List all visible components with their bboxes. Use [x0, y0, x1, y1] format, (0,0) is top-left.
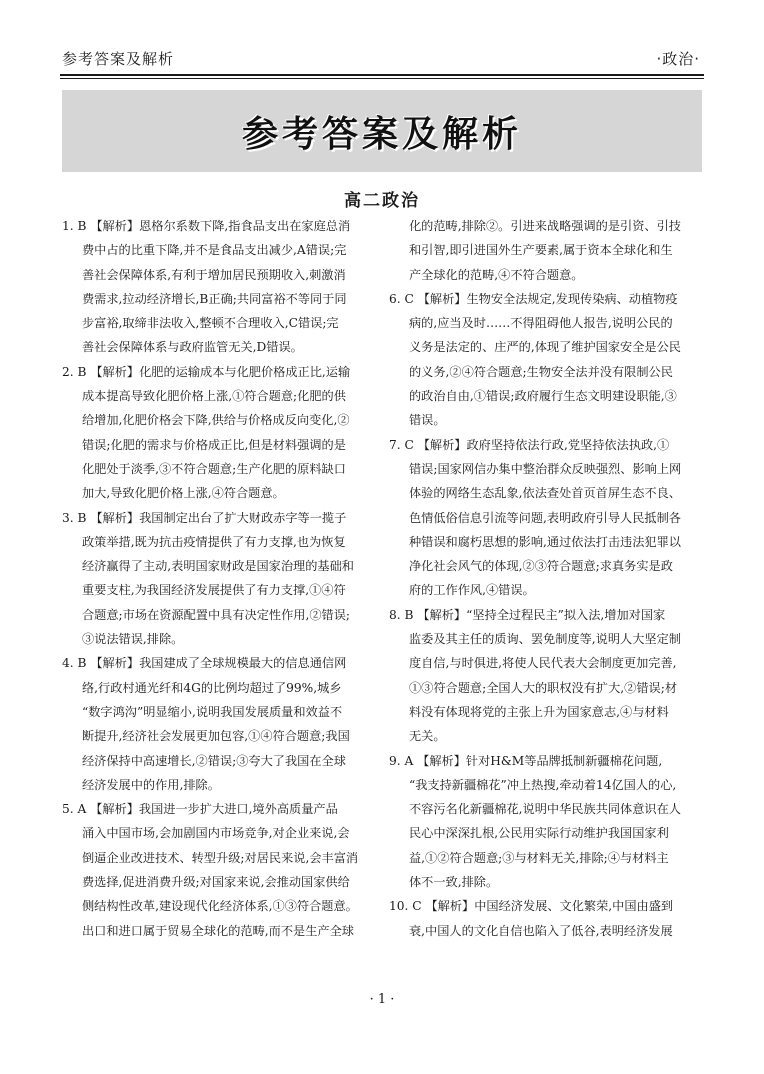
right-column — [389, 214, 704, 943]
answer-line: 倒逼企业改进技术、转型升级;对居民来说,会丰富消 — [82, 850, 359, 865]
answer-line: 府的工作作风,④错误。 — [409, 583, 535, 598]
answer-line: 净化社会风气的体现,②③符合题意;求真务实是政 — [409, 559, 673, 574]
answer-line: 益,①②符合题意;③与材料无关,排除;④与材料主 — [409, 850, 669, 865]
answer-first-line: 1. B 【解析】恩格尔系数下降,指食品支出在家庭总消 — [62, 219, 351, 233]
answer-line: 度自信,与时俱进,将使人民代表大会制度更加完善, — [409, 656, 677, 671]
answer-line: “我支持新疆棉花”冲上热搜,牵动着14亿国人的心, — [409, 777, 677, 792]
answer-line: 断提升,经济社会发展更加包容,①④符合题意;我国 — [82, 729, 350, 744]
answer-first-line: 2. B 【解析】化肥的运输成本与化肥价格成正比,运输 — [62, 364, 351, 379]
answer-line: 的义务,②④符合题意;生物安全法并没有限制公民 — [409, 364, 673, 379]
answer-line: “数字鸿沟”明显缩小,说明我国发展质量和效益不 — [82, 704, 343, 719]
answer-item — [389, 894, 704, 943]
answer-line: 出口和进口属于贸易全球化的范畴,而不是生产全球 — [82, 923, 354, 938]
answer-line: 体不一致,排除。 — [409, 875, 499, 890]
answer-line: 民心中深深扎根,公民用实际行动维护我国国家利 — [409, 826, 669, 841]
answer-line: 种错误和腐朽思想的影响,通过依法打击违法犯罪以 — [409, 534, 681, 549]
answer-item — [389, 214, 704, 287]
answer-line: 病的,应当及时……不得阻碍他人报告,说明公民的 — [409, 316, 673, 331]
header-rule — [60, 74, 704, 79]
answer-item — [389, 749, 704, 895]
subject-tag: ·政治· — [656, 50, 700, 68]
answer-line: 不容污名化新疆棉花,说明中华民族共同体意识在人 — [409, 802, 681, 817]
answer-line: 产全球化的范畴,④不符合题意。 — [409, 267, 584, 282]
answer-line: 衰,中国人的文化自信也陷入了低谷,表明经济发展 — [409, 923, 673, 938]
answer-line: 重要支柱,为我国经济发展提供了有力支撑,①④符 — [82, 583, 346, 598]
answer-line: 和引智,即引进国外生产要素,属于资本全球化和生 — [409, 243, 673, 258]
answer-first-line: 10. C 【解析】中国经济发展、文化繁荣,中国由盛到 — [389, 899, 674, 914]
answer-first-line: 9. A 【解析】针对H&M等品牌抵制新疆棉花问题, — [389, 753, 663, 768]
answer-line: 义务是法定的、庄严的,体现了维护国家安全是公民 — [409, 340, 681, 355]
answer-item — [389, 433, 704, 603]
answer-line: 化肥处于淡季,③不符合题意;生产化肥的原料缺口 — [82, 461, 346, 476]
left-column — [62, 214, 377, 943]
answer-line: 费选择,促进消费升级;对国家来说,会推动国家供给 — [82, 875, 350, 890]
answer-line: ③说法错误,排除。 — [82, 632, 184, 647]
answer-first-line: 6. C 【解析】生物安全法规定,发现传染病、动植物疫 — [389, 291, 678, 306]
page-title: 参考答案及解析 — [241, 113, 522, 155]
answer-first-line: 8. B 【解析】“坚持全过程民主”拟入法,增加对国家 — [389, 607, 666, 622]
answer-item — [389, 287, 704, 433]
answer-line: 体验的网络生态乱象,依法查处首页首屏生态不良、 — [409, 486, 681, 501]
answer-line: 经济保持中高速增长,②错误;③夸大了我国在全球 — [82, 753, 346, 768]
answer-line: 给增加,化肥价格会下降,供给与价格成反向变化,② — [82, 413, 350, 428]
section-subtitle: 高二政治 — [344, 191, 420, 211]
answer-item — [62, 506, 377, 652]
answer-line: 经济发展中的作用,排除。 — [82, 777, 220, 792]
header-title: 参考答案及解析 — [62, 50, 175, 68]
answer-line: 化的范畴,排除②。引进来战略强调的是引资、引技 — [409, 219, 681, 233]
answer-item — [389, 603, 704, 749]
answer-line: 涌入中国市场,会加剧国内市场竞争,对企业来说,会 — [82, 826, 350, 841]
answer-line: 色情低俗信息引流等问题,表明政府引导人民抵制各 — [409, 510, 681, 525]
answer-item — [62, 651, 377, 797]
answer-line: 费中占的比重下降,并不是食品支出减少,A错误;完 — [82, 243, 347, 258]
answer-item — [62, 797, 377, 943]
answer-first-line: 4. B 【解析】我国建成了全球规模最大的信息通信网 — [62, 656, 347, 671]
answer-line: 料没有体现将党的主张上升为国家意志,④与材料 — [409, 704, 669, 719]
answer-line: 步富裕,取缔非法收入,整顿不合理收入,C错误;完 — [82, 316, 339, 331]
answer-line: 监委及其主任的质询、罢免制度等,说明人大坚定制 — [409, 632, 681, 647]
answer-line: 政策举措,既为抗击疫情提供了有力支撑,也为恢复 — [82, 534, 346, 549]
page-number: · 1 · — [369, 992, 395, 1007]
answer-line: 侧结构性改革,建设现代化经济体系,①③符合题意。 — [82, 899, 358, 914]
answer-line: 错误。 — [409, 413, 446, 428]
answer-item — [62, 360, 377, 506]
answer-line: 的政治自由,①错误;政府履行生态文明建设职能,③ — [409, 389, 677, 404]
answer-first-line: 3. B 【解析】我国制定出台了扩大财政赤字等一揽子 — [62, 510, 347, 525]
answer-item — [62, 214, 377, 360]
answer-line: 经济赢得了主动,表明国家财政是国家治理的基础和 — [82, 559, 354, 574]
answer-line: 善社会保障体系与政府监管无关,D错误。 — [82, 340, 303, 355]
answer-line: 成本提高导致化肥价格上涨,①符合题意;化肥的供 — [82, 389, 346, 404]
title-banner — [62, 90, 702, 172]
answer-line: 加大,导致化肥价格上涨,④符合题意。 — [82, 486, 285, 501]
answer-line: 善社会保障体系,有利于增加居民预期收入,刺激消 — [82, 267, 346, 282]
answer-first-line: 5. A 【解析】我国进一步扩大进口,境外高质量产品 — [62, 802, 338, 817]
answer-line: 错误;化肥的需求与价格成正比,但是材料强调的是 — [82, 437, 346, 452]
answer-line: 合题意;市场在资源配置中具有决定性作用,②错误; — [82, 607, 351, 622]
answer-line: ①③符合题意;全国人大的职权没有扩大,②错误;材 — [409, 680, 678, 695]
answer-line: 无关。 — [409, 729, 446, 744]
answer-line: 错误;国家网信办集中整治群众反映强烈、影响上网 — [409, 461, 682, 476]
answer-line: 费需求,拉动经济增长,B正确;共同富裕不等同于同 — [82, 291, 347, 306]
answer-line: 络,行政村通光纤和4G的比例均超过了99%,城乡 — [82, 680, 342, 695]
answer-first-line: 7. C 【解析】政府坚持依法行政,党坚持依法执政,① — [389, 437, 670, 452]
